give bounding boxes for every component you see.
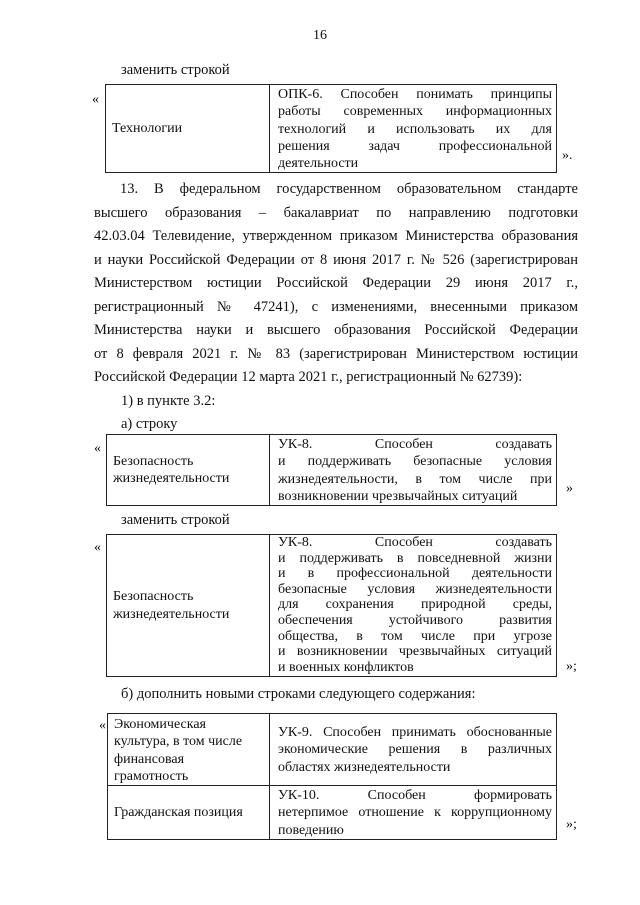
table4-row2-desc-line: нетерпимое отношение к коррупционному xyxy=(278,805,552,821)
paragraph-line: регистрационный № 47241), с изменениями, внесенными приказом xyxy=(94,298,578,315)
table-uk8-new xyxy=(106,534,557,677)
paragraph-line: Министерством юстиции Российской Федерации 29 июня 2017 г., xyxy=(94,275,578,291)
paragraph-line: Российской Федерации 12 марта 2021 г., регистрационный № 62739): xyxy=(94,369,523,385)
table4-row1-desc-cell xyxy=(270,714,557,786)
table3-desc-line: УК-8. Способен создавать xyxy=(278,535,552,550)
table3-desc-line: для сохранения природной среды, xyxy=(278,597,552,613)
replace-instruction-2: заменить строкой xyxy=(121,512,230,528)
table3-desc-line: безопасные условия жизнедеятельности xyxy=(278,581,552,597)
table3-name-cell xyxy=(107,535,270,677)
table1-desc-line: работы современных информационных xyxy=(278,104,552,120)
table4-row1-desc-line: экономические решения в различных xyxy=(278,742,552,758)
table4-row1-name-line: финансовая xyxy=(114,751,185,767)
quote-close-4: »; xyxy=(566,817,577,832)
table-uk8-old xyxy=(106,434,557,506)
table4-row2-name-cell xyxy=(108,786,270,840)
table-opk6 xyxy=(105,84,557,173)
quote-close-2: » xyxy=(566,481,573,496)
item-1: 1) в пункте 3.2: xyxy=(121,393,216,409)
table4-row2-desc-line: УК-10. Способен формировать xyxy=(278,788,552,804)
item-b: б) дополнить новыми строками следующего содержания: xyxy=(121,686,476,702)
table2-desc-cell xyxy=(270,435,557,506)
table1-desc-line: решения задач профессиональной xyxy=(278,138,552,154)
table1-desc-cell xyxy=(270,85,557,173)
table4-row1-name-line: грамотность xyxy=(114,768,189,784)
table3-desc-line: обеспечения устойчивого развития xyxy=(278,612,552,628)
quote-open-4: « xyxy=(99,718,106,733)
paragraph-line: и науки Российской Федерации от 8 июня 2017 г. № 526 (зарегистрирован xyxy=(94,251,578,268)
table2-name-cell xyxy=(107,435,270,506)
paragraph-13 xyxy=(94,178,578,390)
table2-desc-line: жизнедеятельности, в том числе при xyxy=(278,471,552,487)
table1-desc-line: ОПК-6. Способен понимать принципы xyxy=(278,87,552,102)
table1-name: Технологии xyxy=(112,121,183,137)
paragraph-line: 13. В федеральном государственном образовательном стандарте xyxy=(120,181,578,197)
table-uk9-uk10 xyxy=(107,713,557,840)
item-a: а) строку xyxy=(121,416,178,432)
table3-desc-line: общества, в том числе при угрозе xyxy=(278,628,552,644)
table3-desc-line: и в профессиональной деятельности xyxy=(278,566,552,582)
paragraph-line: Министерства науки и высшего образования Российской Федерации xyxy=(94,322,578,338)
table4-row1-desc-line: областях жизнедеятельности xyxy=(278,759,451,775)
table3-desc-line: и возникновении чрезвычайных ситуаций xyxy=(278,644,552,660)
table4-row2-desc-cell xyxy=(270,786,557,840)
paragraph-line: от 8 февраля 2021 г. № 83 (зарегистрирован Министерством юстиции xyxy=(94,345,578,362)
table2-desc-line: УК-8. Способен создавать xyxy=(278,437,552,452)
replace-instruction-1: заменить строкой xyxy=(121,62,230,78)
paragraph-line: 42.03.04 Телевидение, утвержденном приказом Министерства образования xyxy=(94,228,578,244)
table4-row1-name-cell xyxy=(108,714,270,786)
table2-name: Безопасность жизнедеятельности xyxy=(113,453,230,487)
table4-row2-name: Гражданская позиция xyxy=(114,804,243,820)
table4-row1-desc-line: УК-9. Способен принимать обоснованные xyxy=(278,725,552,741)
table3-desc-line: и военных конфликтов xyxy=(278,659,414,675)
quote-open-3: « xyxy=(94,540,101,555)
table1-name-cell xyxy=(106,85,270,173)
quote-close-1: ». xyxy=(562,148,573,163)
quote-close-3: »; xyxy=(566,659,577,674)
quote-open-1: « xyxy=(92,92,99,107)
quote-open-2: « xyxy=(94,441,101,456)
table3-desc-line: и поддерживать в повседневной жизни xyxy=(278,550,552,566)
table3-name: Безопасность жизнедеятельности xyxy=(113,589,230,622)
table4-row1-name-line: культура, в том числе xyxy=(114,734,243,750)
table4-row2-desc-line: поведению xyxy=(278,822,344,838)
table3-desc-cell xyxy=(270,535,557,677)
table1-desc-line: деятельности xyxy=(278,156,359,172)
page-number: 16 xyxy=(313,28,327,43)
table2-desc-line: возникновении чрезвычайных ситуаций xyxy=(278,488,518,504)
table2-desc-line: и поддерживать безопасные условия xyxy=(278,454,552,470)
table4-row1-name-line: Экономическая xyxy=(114,717,206,732)
paragraph-line: высшего образования – бакалавриат по направлению подготовки xyxy=(94,204,578,221)
table1-desc-line: технологий и использовать их для xyxy=(278,121,552,137)
